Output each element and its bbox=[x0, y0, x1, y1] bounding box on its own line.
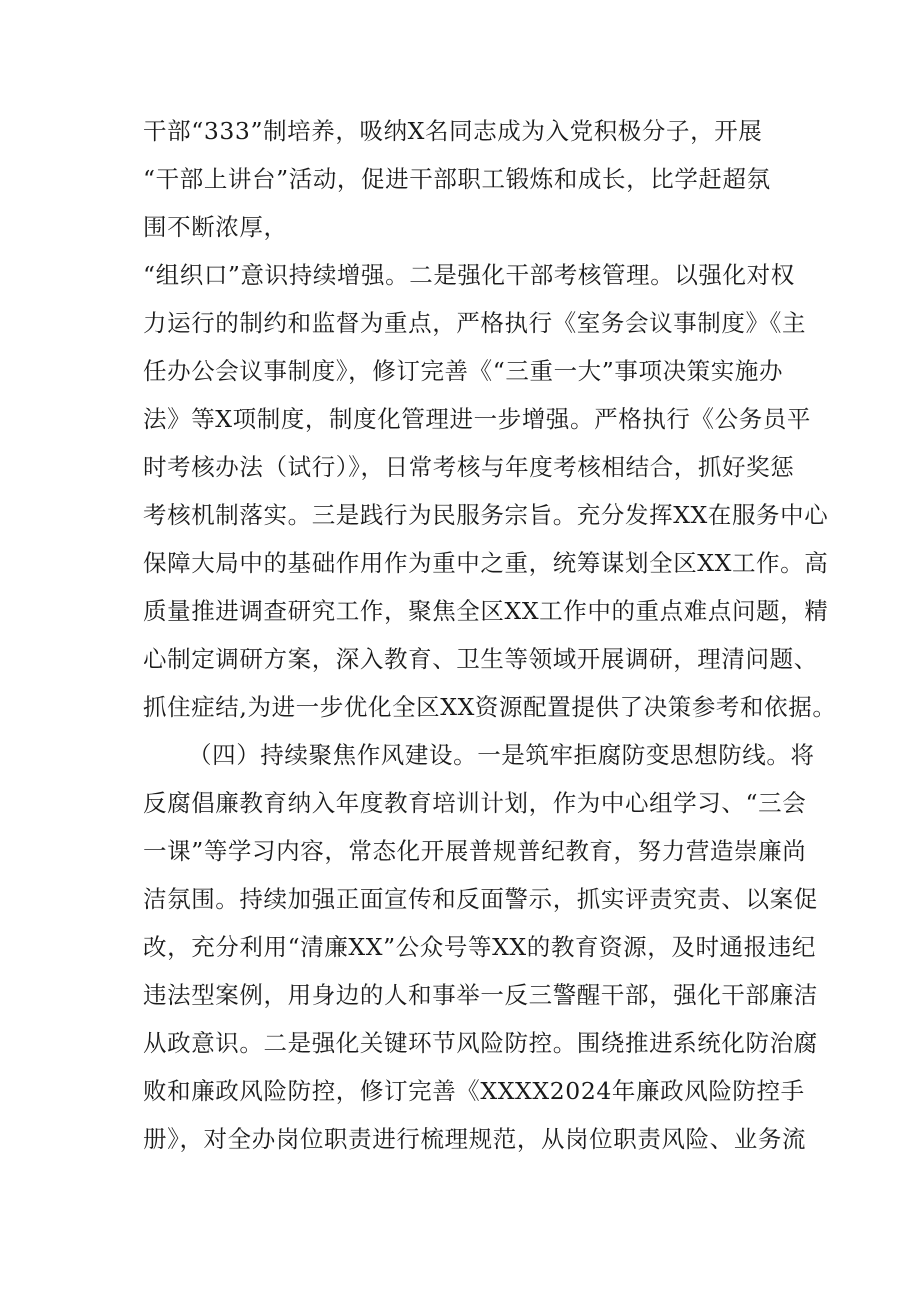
body-text-line: 任办公会议事制度》，修订完善《“三重一大”事项决策实施办 bbox=[143, 357, 784, 385]
body-text-line: 质量推进调查研究工作，聚焦全区XX工作中的重点难点问题，精 bbox=[143, 597, 829, 625]
body-text-line: 洁氛围。持续加强正面宣传和反面警示，抓实评责究责、以案促 bbox=[143, 885, 818, 913]
body-text-line: 考核机制落实。三是践行为民服务宗旨。充分发挥XX在服务中心 bbox=[143, 501, 829, 529]
body-text-line: 败和廉政风险防控，修订完善《XXXX2024年廉政风险防控手 bbox=[143, 1077, 805, 1105]
body-text-line: 心制定调研方案，深入教育、卫生等领域开展调研，理清问题、 bbox=[143, 645, 818, 673]
body-text-line: 从政意识。二是强化关键环节风险防控。围绕推进系统化防治腐 bbox=[143, 1029, 818, 1057]
body-text-line: 力运行的制约和监督为重点，严格执行《室务会议事制度》《主 bbox=[143, 309, 807, 337]
body-text-line: 围不断浓厚， bbox=[143, 213, 288, 241]
body-text-line: 一课”等学习内容，常态化开展普规普纪教育，努力营造崇廉尚 bbox=[143, 837, 807, 865]
body-text-line: “组织口”意识持续增强。二是强化干部考核管理。以强化对权 bbox=[143, 261, 795, 289]
body-text-line: 时考核办法（试行）》，日常考核与年度考核相结合，抓好奖惩 bbox=[143, 453, 795, 481]
body-text-line: 改，充分利用“清廉XX”公众号等XX的教育资源，及时通报违纪 bbox=[143, 933, 816, 961]
body-text-line: “干部上讲台”活动，促进干部职工锻炼和成长，比学赶超氛 bbox=[143, 165, 771, 193]
body-text-line: 干部“333”制培养，吸纳X名同志成为入党积极分子，开展 bbox=[143, 117, 763, 145]
body-text-line: 册》，对全办岗位职责进行梳理规范，从岗位职责风险、业务流 bbox=[143, 1125, 807, 1153]
section-heading-line: （四）持续聚焦作风建设。一是筑牢拒腐防变思想防线。将 bbox=[188, 741, 815, 769]
body-text-line: 反腐倡廉教育纳入年度教育培训计划，作为中心组学习、“三会 bbox=[143, 789, 807, 817]
body-text-line: 违法型案例，用身边的人和事举一反三警醒干部，强化干部廉洁 bbox=[143, 981, 818, 1009]
body-text-line: 法》等X项制度，制度化管理进一步增强。严格执行《公务员平 bbox=[143, 405, 812, 433]
body-text-line: 抓住症结,为进一步优化全区XX资源配置提供了决策参考和依据。 bbox=[143, 693, 837, 721]
body-text-line: 保障大局中的基础作用作为重中之重，统筹谋划全区XX工作。高 bbox=[143, 549, 829, 577]
